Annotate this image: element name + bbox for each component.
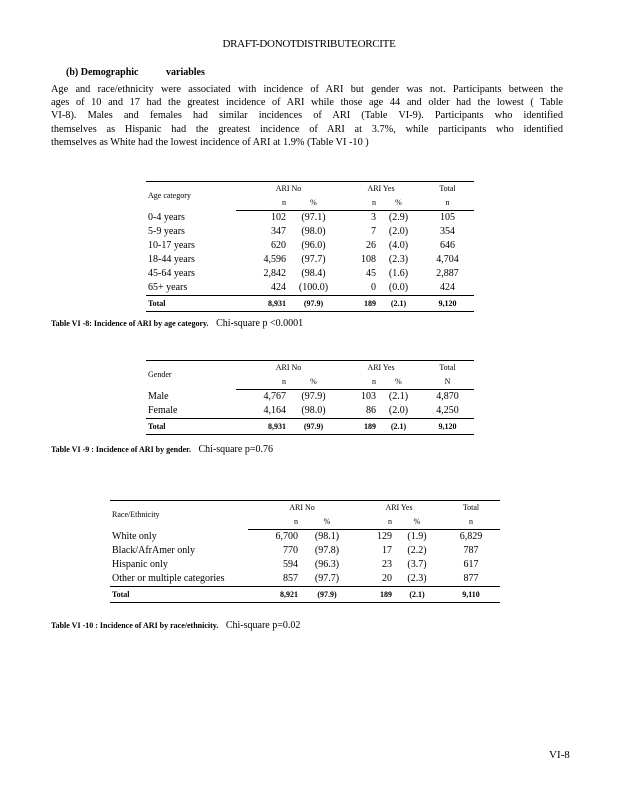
row-label: Female [148, 405, 178, 416]
cell: 424 [271, 282, 286, 293]
table-row [110, 558, 500, 572]
row-label: 65+ years [148, 282, 188, 293]
cell: 23 [382, 559, 392, 570]
row-label: Black/AfrAmer only [112, 545, 196, 556]
cell: 129 [377, 531, 392, 542]
sub-label: n [248, 515, 298, 530]
section-label: (b) Demographic [66, 67, 139, 78]
table-row [146, 211, 474, 226]
group-label-total: Total [442, 501, 500, 516]
cell: 102 [271, 212, 286, 223]
cell: 26 [366, 240, 376, 251]
cell: (98.0) [301, 405, 326, 416]
sub-label: % [376, 196, 421, 211]
cell: (96.3) [314, 559, 340, 570]
cell: (0.0) [388, 282, 409, 293]
cell: (97.7) [301, 254, 326, 265]
caption-stat: Chi-square p <0.0001 [216, 318, 304, 329]
caption-title: Table VI -9 : Incidence of ARI by gender. [51, 445, 191, 454]
cell: 189 [356, 587, 392, 603]
sub-label: % [376, 375, 421, 390]
cell: 857 [283, 573, 298, 584]
row-label: Other or multiple categories [112, 573, 225, 584]
table-gender [146, 360, 474, 435]
cell: (2.0) [388, 226, 409, 237]
cell: (2.1) [392, 587, 442, 603]
cell: 2,842 [263, 268, 286, 279]
cell: 8,931 [236, 296, 286, 312]
cell: 4,250 [436, 405, 459, 416]
cell: 877 [463, 573, 479, 584]
cell: (3.7) [407, 559, 427, 570]
row-label: White only [112, 530, 157, 542]
cell: 617 [463, 559, 479, 570]
row-label: Hispanic only [112, 559, 168, 570]
cell: (2.0) [388, 405, 409, 416]
cell: 347 [271, 226, 286, 237]
table-caption [51, 620, 300, 631]
table-row [146, 239, 474, 253]
group-label-total: Total [421, 182, 474, 197]
sub-label: n [356, 515, 392, 530]
sub-label: % [286, 196, 341, 211]
cell: 189 [341, 296, 376, 312]
row-label: 18-44 years [148, 254, 195, 265]
paragraph-line: themselves as Hispanic had the greatest incidence of ARI at 3.7%, while participants who identified [51, 123, 563, 135]
group-label-no: ARI No [236, 182, 341, 197]
table-row [146, 281, 474, 296]
table-row [110, 544, 500, 558]
table-caption [51, 444, 273, 455]
cell: (2.1) [388, 391, 409, 402]
table-row [146, 390, 474, 405]
cell: (98.1) [314, 531, 340, 542]
row-label: Male [148, 390, 169, 402]
paragraph-line: VI-8). Males and females had similar incidences of ARI (Table VI-9). Participants who identified [51, 110, 563, 122]
cell: 108 [361, 254, 376, 265]
row-label: 10-17 years [148, 240, 195, 251]
row-header: Age category [146, 182, 236, 211]
cell: (100.0) [298, 282, 329, 293]
group-label-yes: ARI Yes [341, 182, 421, 197]
cell: 0 [371, 282, 376, 293]
cell: 17 [382, 545, 392, 556]
group-label-no: ARI No [248, 501, 356, 516]
row-label: Total [146, 296, 236, 312]
row-header: Race/Ethnicity [110, 501, 248, 530]
cell: (1.9) [407, 531, 427, 542]
cell: 20 [382, 573, 392, 584]
cell: (97.9) [301, 391, 326, 402]
cell: (98.4) [301, 268, 326, 279]
cell: 189 [341, 419, 376, 435]
table-race [110, 500, 500, 603]
cell: (2.2) [407, 545, 427, 556]
group-label-yes: ARI Yes [341, 361, 421, 376]
table-row [110, 572, 500, 587]
cell: (97.9) [286, 296, 341, 312]
group-label-total: Total [421, 361, 474, 376]
cell: 45 [366, 268, 376, 279]
row-label: 45-64 years [148, 268, 195, 279]
sub-label: n [236, 375, 286, 390]
sub-label: n [442, 515, 500, 530]
cell: 6,829 [459, 531, 483, 542]
cell: 4,704 [436, 254, 459, 265]
total-row [146, 419, 474, 435]
cell: (2.3) [407, 573, 427, 584]
caption-title: Table VI -8: Incidence of ARI by age category. [51, 319, 209, 328]
table-row [146, 253, 474, 267]
cell: 8,931 [236, 419, 286, 435]
cell: (2.9) [388, 212, 409, 223]
cell: 4,767 [263, 391, 286, 402]
cell: 646 [440, 240, 455, 251]
cell: (97.1) [301, 212, 326, 223]
cell: 103 [361, 391, 376, 402]
table-row [146, 225, 474, 239]
cell: 4,870 [436, 391, 459, 402]
sub-label: % [392, 515, 442, 530]
cell: (2.3) [388, 254, 409, 265]
table-row [110, 530, 500, 545]
group-label-yes: ARI Yes [356, 501, 442, 516]
total-row [110, 587, 500, 603]
caption-stat: Chi-square p=0.76 [198, 444, 273, 455]
row-label: 5-9 years [148, 226, 185, 237]
cell: 4,164 [263, 405, 286, 416]
sub-label: % [286, 375, 341, 390]
cell: 6,700 [275, 531, 298, 542]
cell: (1.6) [388, 268, 409, 279]
sub-label: n [341, 375, 376, 390]
section-title: variables [166, 67, 205, 78]
cell: (2.1) [376, 419, 421, 435]
table-row [146, 267, 474, 281]
cell: 9,110 [442, 587, 500, 603]
cell: 9,120 [421, 419, 474, 435]
sub-label: n [421, 196, 474, 211]
cell: 354 [440, 226, 455, 237]
cell: (97.7) [314, 573, 340, 584]
sub-label: n [341, 196, 376, 211]
sub-label: n [236, 196, 286, 211]
caption-stat: Chi-square p=0.02 [225, 620, 301, 631]
cell: 770 [283, 545, 298, 556]
cell: (97.9) [298, 587, 356, 603]
paragraph-line: ages of 10 and 17 had the greatest incidence of ARI while those age 44 and older had the lowest ( Table [51, 97, 563, 109]
cell: 787 [463, 545, 479, 556]
cell: 3 [371, 212, 376, 223]
cell: (98.0) [301, 226, 326, 237]
cell: (2.1) [376, 296, 421, 312]
body-paragraph [51, 83, 563, 149]
cell: 424 [440, 282, 455, 293]
sub-label: % [298, 515, 356, 530]
cell: 9,120 [421, 296, 474, 312]
cell: (97.8) [314, 545, 340, 556]
caption-title: Table VI -10 : Incidence of ARI by race/ethnicity. [51, 621, 219, 630]
cell: (4.0) [388, 240, 409, 251]
page-number: VI-8 [549, 749, 570, 761]
cell: 105 [440, 212, 455, 223]
sub-label: N [421, 375, 474, 390]
table-caption [51, 318, 303, 329]
cell: 86 [366, 405, 376, 416]
cell: 2,887 [436, 268, 459, 279]
group-label-no: ARI No [236, 361, 341, 376]
row-label: Total [110, 587, 248, 603]
cell: 4,596 [263, 254, 286, 265]
paragraph-line: themselves as White had the lowest incidence of ARI at 1.9% (Table VI -10 ) [51, 136, 369, 148]
row-label: 0-4 years [148, 211, 185, 223]
cell: 8,921 [248, 587, 298, 603]
paragraph-line: Age and race/ethnicity were associated with incidence of ARI but gender was not. Participants between the [51, 84, 563, 95]
cell: (96.0) [301, 240, 326, 251]
cell: 620 [271, 240, 286, 251]
total-row [146, 296, 474, 312]
cell: (97.9) [286, 419, 341, 435]
cell: 594 [283, 559, 298, 570]
row-header: Gender [146, 361, 236, 390]
cell: 7 [371, 226, 376, 237]
table-row [146, 404, 474, 419]
table-age [146, 181, 474, 312]
draft-header: DRAFT-DONOTDISTRIBUTEORCITE [222, 38, 396, 50]
row-label: Total [146, 419, 236, 435]
